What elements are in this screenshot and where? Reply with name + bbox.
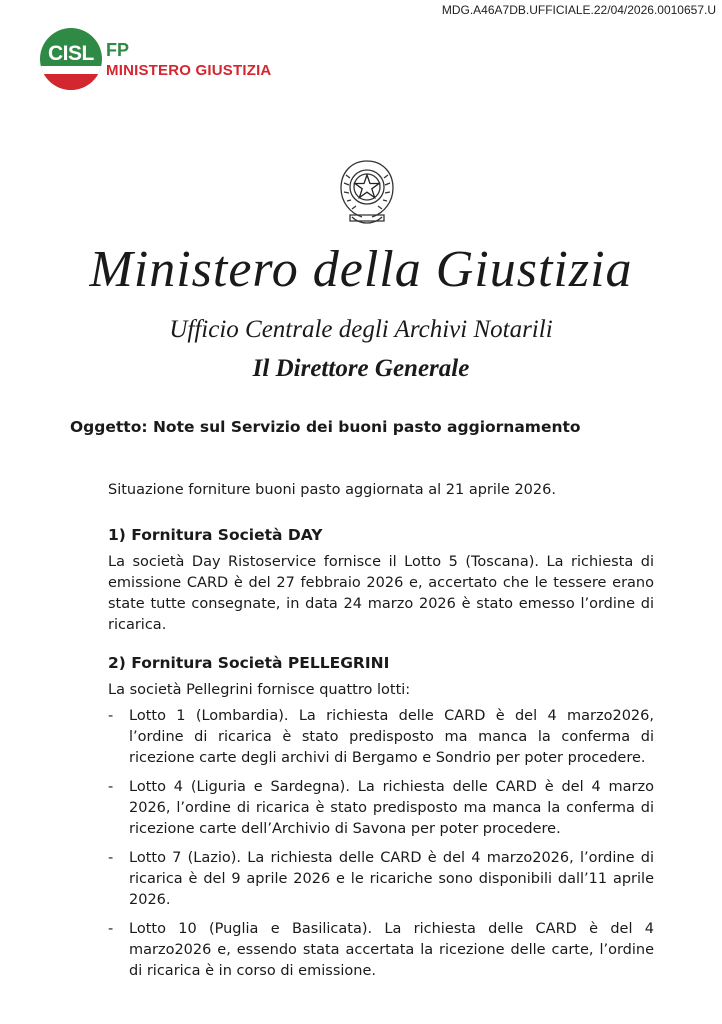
italian-republic-emblem-icon <box>334 155 400 229</box>
intro-paragraph: Situazione forniture buoni pasto aggiornata al 21 aprile 2026. <box>108 482 556 498</box>
section-text-day: La società Day Ristoservice fornisce il Lotto 5 (Toscana). La richiesta di emissione CARD è del 27 febbraio 2026 e, accertato che le tessere erano state tutte consegnate, in data 24 marzo 2026 è stato emesso l’ordine di ricarica. <box>108 554 654 633</box>
cisl-fp-logo <box>40 28 280 92</box>
logo-acronym: CISL <box>48 42 94 65</box>
section-title-pellegrini: 2) Fornitura Società PELLEGRINI <box>108 654 390 672</box>
lot-text: Lotto 7 (Lazio). La richiesta delle CARD è del 4 marzo2026, l’ordine di ricarica è del 9 aprile 2026 e le ricariche sono disponibili dall’11 aprile 2026. <box>129 850 654 908</box>
lot-text: Lotto 1 (Lombardia). La richiesta delle CARD è del 4 marzo2026, l’ordine di ricarica è stato predisposto ma manca la conferma di ricezione carte degli archivi di Bergamo e Sondrio per poter procedere. <box>129 708 654 766</box>
list-item <box>108 777 654 840</box>
protocol-number: MDG.A46A7DB.UFFICIALE.22/04/2026.0010657.U <box>441 3 716 17</box>
logo-federation: FP <box>106 40 130 60</box>
section-text-pellegrini: La società Pellegrini fornisce quattro lotti: <box>108 682 411 698</box>
office-name: Ufficio Centrale degli Archivi Notarili <box>169 316 553 343</box>
section-title-day: 1) Fornitura Società DAY <box>108 526 323 544</box>
logo-subtitle: MINISTERO GIUSTIZIA <box>106 62 272 79</box>
ministry-title: Ministero della Giustizia <box>89 241 633 298</box>
list-item <box>108 706 654 769</box>
lot-text: Lotto 10 (Puglia e Basilicata). La richiesta delle CARD è del 4 marzo2026 e, essendo stata accertata la ricezione delle carte, l’ordine di ricarica è in corso di emissione. <box>129 921 654 979</box>
lots-list <box>108 706 654 990</box>
director-title: Il Direttore Generale <box>252 355 470 382</box>
lot-text: Lotto 4 (Liguria e Sardegna). La richiesta delle CARD è del 4 marzo 2026, l’ordine di ricarica è stato predisposto ma manca la conferma di ricezione carte dell’Archivio di Savona per poter procedere. <box>129 779 654 837</box>
bullet-dash: - <box>108 921 114 937</box>
list-item <box>108 919 654 982</box>
list-item <box>108 848 654 911</box>
bullet-dash: - <box>108 850 114 866</box>
subject-line: Oggetto: Note sul Servizio dei buoni pasto aggiornamento <box>70 418 581 436</box>
bullet-dash: - <box>108 708 114 724</box>
bullet-dash: - <box>108 779 114 795</box>
